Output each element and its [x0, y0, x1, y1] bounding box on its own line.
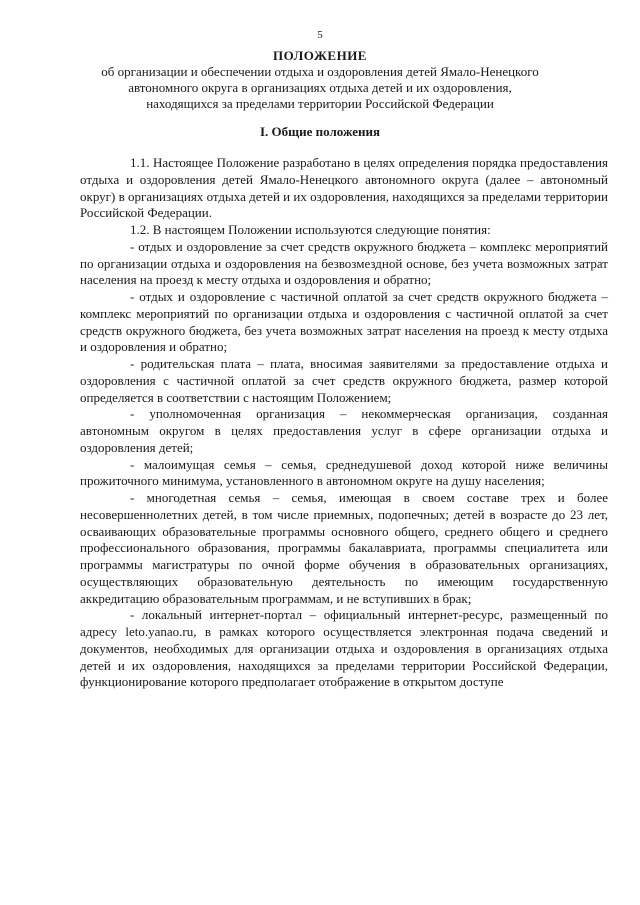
paragraph: 1.2. В настоящем Положении используются следующие понятия: [130, 222, 491, 237]
paragraph: - уполномоченная организация – некоммерческая организация, созданная автономным округом в целях предоставления услуг в сфере организации отдыха и оздоровления детей; [80, 406, 608, 455]
paragraph: - отдых и оздоровление за счет средств окружного бюджета – комплекс мероприятий по организации отдыха и оздоровления на безвозмездной основе, без учета возможных затрат населения на проезд к месту отдыха и оздоровления и обратно; [80, 238, 608, 288]
paragraph: - отдых и оздоровление с частичной оплатой за счет средств окружного бюджета – комплекс мероприятий по организации отдыха и оздоровления с частичной оплатой за счет средств окружного бюджета, без учета возможных затрат населения на проезд к месту отдыха и оздоровления и обратно; [80, 289, 608, 355]
document-title: ПОЛОЖЕНИЕ [273, 48, 367, 63]
paragraph: - локальный интернет-портал – официальный интернет-ресурс, размещенный по адресу leto.yanao.ru, в рамках которого осуществляется электронная подача сведений и документов, необходимых для организации отдыха и оздоровления в организациях отдыха детей и их оздоровления, находящихся за пределами территории Российской Федерации, функционирование которого предполагает отображение в открытом доступе [80, 607, 608, 690]
paragraph: - родительская плата – плата, вносимая заявителями за предоставление отдыха и оздоровления с частичной оплатой за счет средств окружного бюджета, размер которой определяется в соответствии с настоящим Положением; [80, 356, 608, 405]
body-text [80, 155, 608, 691]
section-heading: I. Общие положения [260, 124, 380, 139]
subtitle-line: автономного округа в организациях отдыха детей и их оздоровления, [128, 80, 512, 95]
paragraph: - многодетная семья – семья, имеющая в своем составе трех и более несовершеннолетних детей, в том числе приемных, подопечных; детей в возрасте до 23 лет, осваивающих образовательные программы основного общего, среднего общего и среднего профессионального образования, программы бакалавриата, программы специалитета или программы магистратуры по очной форме обучения в образовательных организациях, осуществляющих образовательную деятельность по имеющим государственную аккредитацию образовательным программам, и не вступивших в брак; [80, 490, 608, 606]
subtitle-line: находящихся за пределами территории Российской Федерации [146, 96, 494, 111]
paragraph: - малоимущая семья – семья, среднедушевой доход которой ниже величины прожиточного минимума, установленного в автономном округе на душу населения; [80, 456, 608, 489]
paragraph: 1.1. Настоящее Положение разработано в целях определения порядка предоставления отдыха и оздоровления детей Ямало-Ненецкого автономного округа (далее – автономный округ) в организациях отдыха детей и их оздоровления, находящихся за пределами территории Российской Федерации. [80, 155, 608, 221]
subtitle-line: об организации и обеспечении отдыха и оздоровления детей Ямало-Ненецкого [101, 64, 539, 79]
page-number: 5 [317, 29, 323, 41]
document-subtitle [90, 64, 550, 112]
